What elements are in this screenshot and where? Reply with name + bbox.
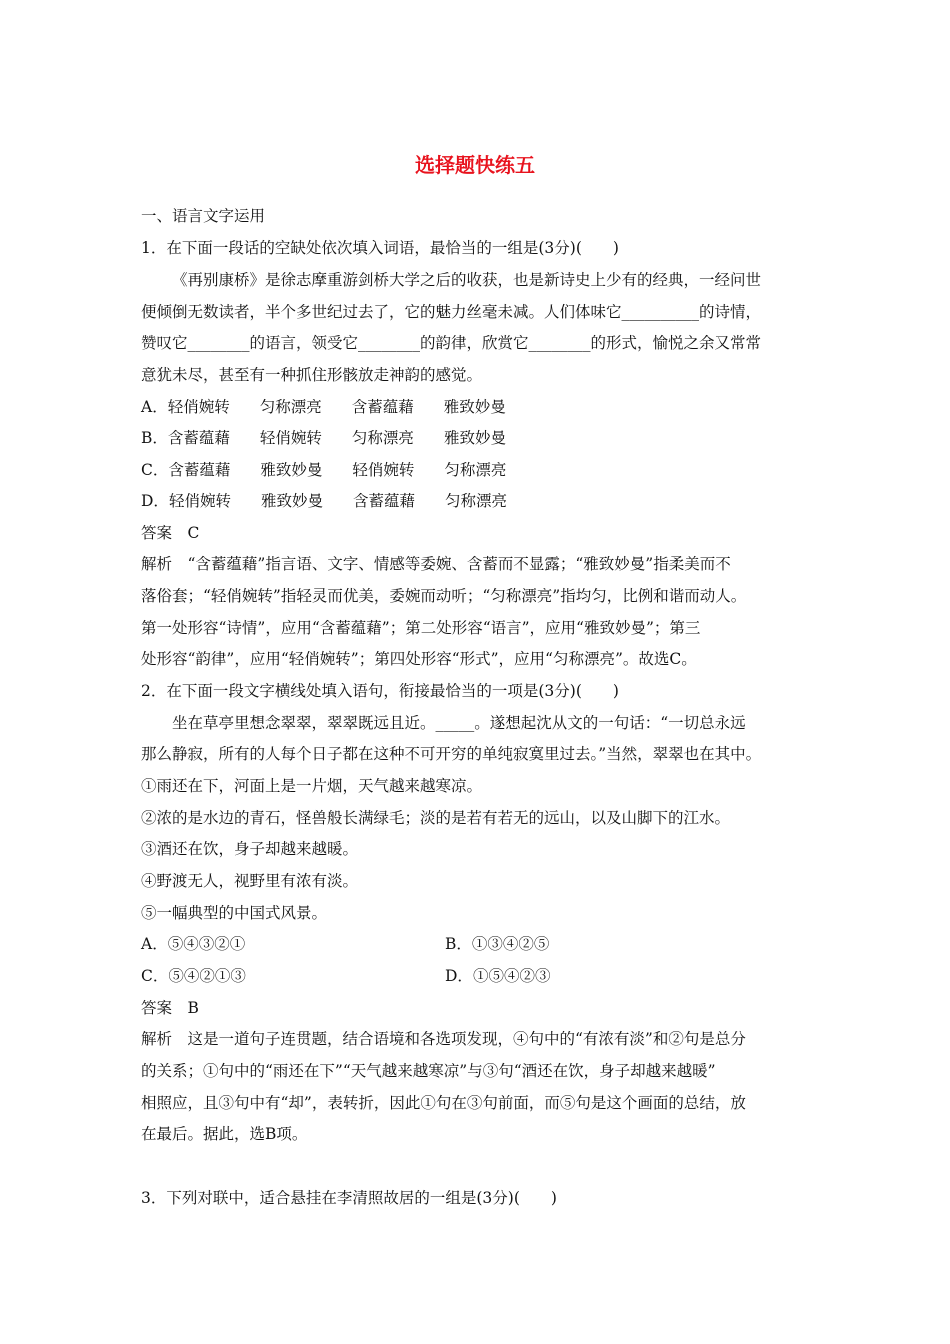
q1-passage-line: 赞叹它________的语言，领受它________的韵律，欣赏它________的形式，愉悦之余又常常 — [141, 334, 762, 352]
option-text: ⑤④②①③ — [168, 967, 246, 985]
q2-option-d — [445, 966, 550, 986]
q1-answer: 答案 C — [141, 524, 200, 542]
option-word: 含蓄蕴藉 — [352, 492, 415, 510]
option-word: 雅致妙曼 — [260, 492, 323, 510]
q1-analysis-line: 处形容“韵律”，应用“轻俏婉转”；第四处形容“形式”，应用“匀称漂亮”。故选C。 — [141, 650, 697, 668]
q2-analysis-line: 的关系；①句中的“雨还在下”“天气越来越寒凉”与③句“酒还在饮，身子却越来越暖” — [141, 1062, 716, 1080]
option-word: 含蓄蕴藉 — [167, 429, 230, 447]
q1-option-c — [141, 460, 506, 480]
q2-sentence: ④野渡无人，视野里有浓有淡。 — [141, 872, 359, 890]
q2-stem: 2．在下面一段文字横线处填入语句，衔接最恰当的一项是(3分)( ) — [141, 682, 619, 700]
option-word: 含蓄蕴藉 — [351, 398, 414, 416]
q2-analysis-line: 解析 这是一道句子连贯题，结合语境和各选项发现，④句中的“有浓有淡”和②句是总分 — [141, 1030, 746, 1048]
option-word: 匀称漂亮 — [444, 461, 507, 479]
option-word: 匀称漂亮 — [259, 398, 322, 416]
q1-analysis-line: 解析 “含蓄蕴藉”指言语、文字、情感等委婉、含蓄而不显露；“雅致妙曼”指柔美而不 — [141, 555, 731, 573]
option-label: D． — [141, 492, 169, 510]
q2-sentence: ⑤一幅典型的中国式风景。 — [141, 904, 328, 922]
option-text: ⑤④③②① — [167, 935, 246, 953]
option-label: C． — [141, 461, 169, 479]
option-label: B． — [445, 935, 472, 953]
option-text: ①③④②⑤ — [471, 935, 550, 953]
option-word: 含蓄蕴藉 — [168, 461, 231, 479]
option-word: 匀称漂亮 — [351, 429, 414, 447]
q2-sentence: ③酒还在饮，身子却越来越暖。 — [141, 840, 359, 858]
section-heading: 一、语言文字运用 — [141, 207, 266, 225]
option-label: A． — [141, 935, 168, 953]
q2-analysis-line: 在最后。据此，选B项。 — [141, 1125, 308, 1143]
option-label: D． — [445, 967, 473, 985]
q2-option-a — [141, 934, 245, 954]
option-word: 轻俏婉转 — [259, 429, 322, 447]
q2-option-b — [445, 934, 549, 954]
q1-option-d — [141, 491, 507, 511]
option-label: C． — [141, 967, 169, 985]
option-text: ①⑤④②③ — [472, 967, 551, 985]
option-word: 雅致妙曼 — [443, 429, 506, 447]
option-label: A． — [141, 398, 168, 416]
q1-passage-line: 《再别康桥》是徐志摩重游剑桥大学之后的收获，也是新诗史上少有的经典，一经问世 — [172, 271, 762, 289]
q2-analysis-line: 相照应，且③句中有“却”，表转折，因此①句在③句前面，而⑤句是这个画面的总结，放 — [141, 1094, 746, 1112]
q2-option-c — [141, 966, 246, 986]
option-word: 轻俏婉转 — [352, 461, 415, 479]
q2-passage-line: 坐在草亭里想念翠翠，翠翠既远且近。_____。遂想起沈从文的一句话：“一切总永远 — [172, 714, 746, 732]
q2-sentence: ②浓的是水边的青石，怪兽般长满绿毛；淡的是若有若无的远山，以及山脚下的江水。 — [141, 809, 731, 827]
q3-stem: 3．下列对联中，适合悬挂在李清照故居的一组是(3分)( ) — [141, 1189, 557, 1207]
q1-analysis-line: 第一处形容“诗情”，应用“含蓄蕴藉”；第二处形容“语言”，应用“雅致妙曼”；第三 — [141, 619, 701, 637]
option-label: B． — [141, 429, 168, 447]
option-word: 轻俏婉转 — [168, 492, 231, 510]
option-word: 雅致妙曼 — [260, 461, 323, 479]
q2-answer: 答案 B — [141, 999, 199, 1017]
option-word: 轻俏婉转 — [167, 398, 230, 416]
q1-passage-line: 便倾倒无数读者，半个多世纪过去了，它的魅力丝毫未减。人们体味它__________的诗情， — [141, 303, 762, 321]
page-title: 选择题快练五 — [415, 153, 535, 177]
q2-sentence: ①雨还在下，河面上是一片烟，天气越来越寒凉。 — [141, 777, 483, 795]
option-word: 匀称漂亮 — [444, 492, 507, 510]
q1-analysis-line: 落俗套；“轻俏婉转”指轻灵而优美，委婉而动听；“匀称漂亮”指均匀，比例和谐而动人。 — [141, 587, 747, 605]
q1-passage-line: 意犹未尽，甚至有一种抓住形骸放走神韵的感觉。 — [141, 366, 483, 384]
q1-stem: 1．在下面一段话的空缺处依次填入词语，最恰当的一组是(3分)( ) — [141, 239, 619, 257]
q1-option-b — [141, 428, 506, 448]
q2-passage-line: 那么静寂，所有的人每个日子都在这种不可开穷的单纯寂寞里过去。”当然，翠翠也在其中。 — [141, 745, 762, 763]
q1-option-a — [141, 397, 506, 417]
option-word: 雅致妙曼 — [443, 398, 506, 416]
